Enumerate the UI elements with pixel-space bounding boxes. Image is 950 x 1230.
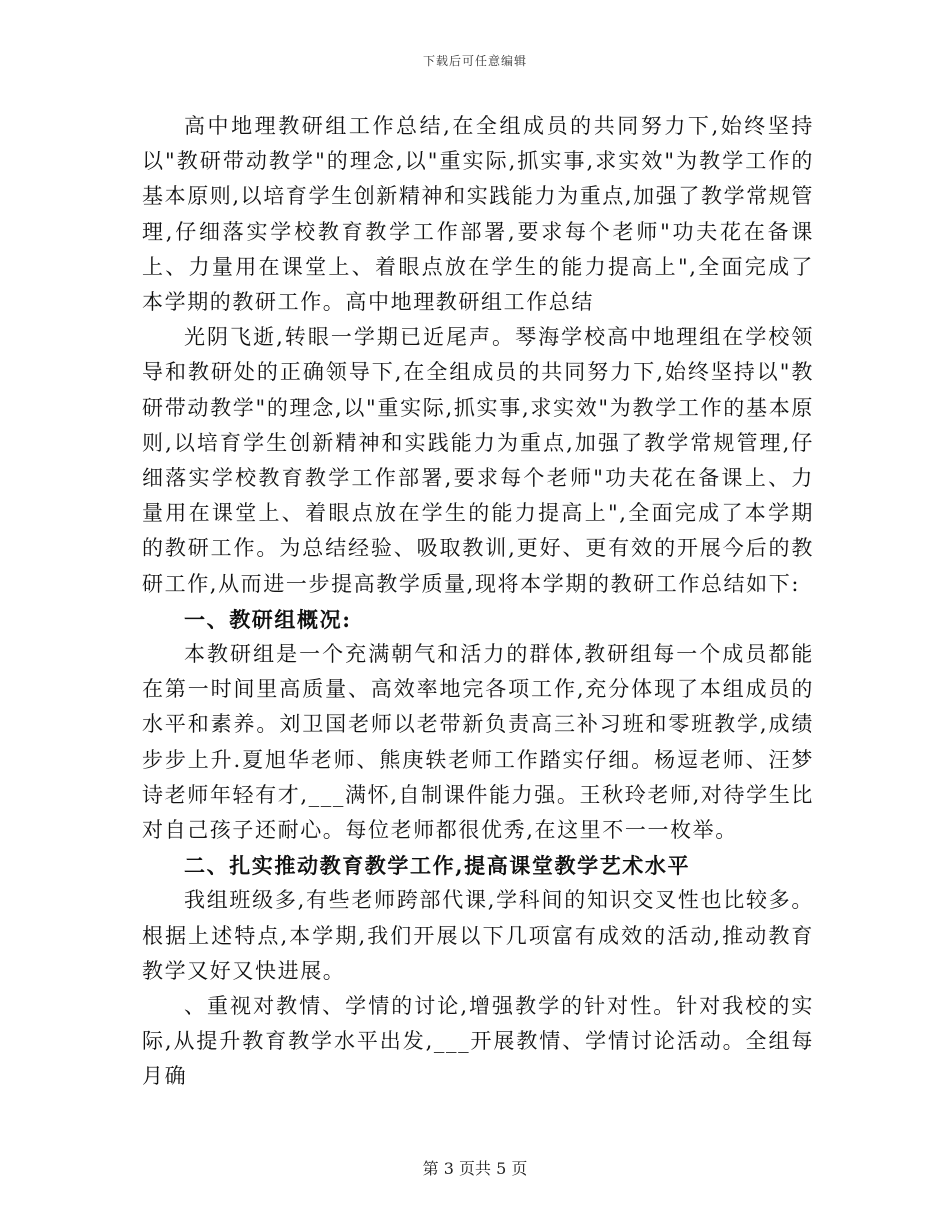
- paragraph-overview: 光阴飞逝,转眼一学期已近尾声。琴海学校高中地理组在学校领导和教研处的正确领导下,在全组成员的共同努力下,始终坚持以"教研带动教学"的理念,以"重实际,抓实事,求实效"为教学工作的基本原则,以培育学生创新精神和实践能力为重点,加强了教学常规管理,仔细落实学校教育教学工作部署,要求每个老师"功夫花在备课上、力量用在课堂上、着眼点放在学生的能力提高上",全面完成了本学期的教研工作。为总结经验、吸取教训,更好、更有效的开展今后的教研工作,从而进一步提高教学质量,现将本学期的教研工作总结如下:: [142, 325, 814, 596]
- section-heading-2: 二、扎实推动教育教学工作,提高课堂教学艺术水平: [184, 853, 691, 879]
- paragraph-teaching-research: 、重视对教情、学情的讨论,增强教学的针对性。针对我校的实际,从提升教育教学水平出发,___开展教情、学情讨论活动。全组每月确: [142, 994, 814, 1089]
- page-number: 第 3 页共 5 页: [422, 1159, 528, 1178]
- section-heading-1: 一、教研组概况:: [184, 606, 352, 632]
- paragraph-intro: 高中地理教研组工作总结,在全组成员的共同努力下,始终坚持以"教研带动教学"的理念,以"重实际,抓实事,求实效"为教学工作的基本原则,以培育学生创新精神和实践能力为重点,加强了教学常规管理,仔细落实学校教育教学工作部署,要求每个老师"功夫花在备课上、力量用在课堂上、着眼点放在学生的能力提高上",全面完成了本学期的教研工作。高中地理教研组工作总结: [142, 114, 814, 315]
- document-body: [142, 109, 814, 1095]
- paragraph-group-profile: 本教研组是一个充满朝气和活力的群体,教研组每一个成员都能在第一时间里高质量、高效率地完各项工作,充分体现了本组成员的水平和素养。刘卫国老师以老带新负责高三补习班和零班教学,成绩步步上升.夏旭华老师、熊庚轶老师工作踏实仔细。杨逗老师、汪梦诗老师年轻有才,___满怀,自制课件能力强。王秋玲老师,对待学生比对自己孩子还耐心。每位老师都很优秀,在这里不一一枚举。: [142, 642, 814, 843]
- page-header: 下载后可任意编辑: [422, 54, 527, 68]
- paragraph-activities: 我组班级多,有些老师跨部代课,学科间的知识交叉性也比较多。根据上述特点,本学期,我们开展以下几项富有成效的活动,推动教育教学又好又快进展。: [142, 888, 814, 983]
